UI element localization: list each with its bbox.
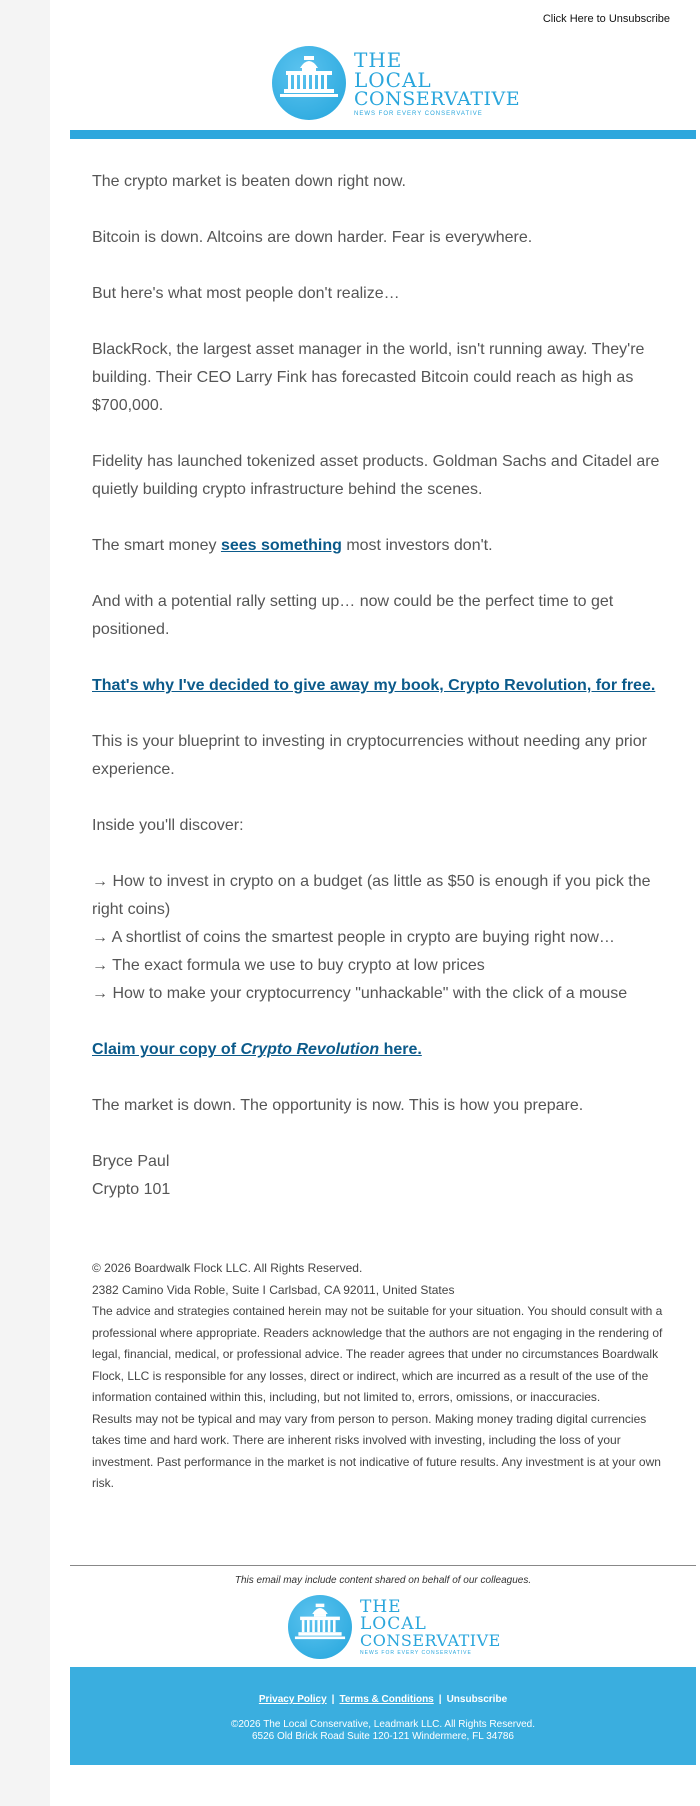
legal-disclaimer: The advice and strategies contained herein may not be suitable for your situation. You should consult with a professional where appropriate. Readers acknowledge that the authors are not engaging in the rendering of legal, financial, medical, or professional advice. The reader agrees that under no circumstances Boardwalk Flock, LLC is responsible for any losses, direct or indirect, which are incurred as a result of the use of the information contained within this, including, but not limited to, errors, omissions, or inaccuracies. bbox=[92, 1304, 663, 1404]
paragraph: But here's what most people don't realize… bbox=[92, 285, 400, 302]
logo-line-2: LOCAL bbox=[354, 67, 432, 92]
paragraph bbox=[92, 672, 674, 700]
list-item: → How to invest in crypto on a budget (as little as $50 is enough if you pick the right coins) bbox=[92, 873, 651, 918]
footer-bar bbox=[70, 1667, 696, 1765]
logo-wordmark bbox=[354, 47, 521, 117]
footer-divider bbox=[70, 1565, 696, 1566]
logo-tagline: NEWS FOR EVERY CONSERVATIVE bbox=[354, 110, 483, 117]
logo-wordmark bbox=[360, 1596, 501, 1656]
capitol-building-icon bbox=[272, 46, 346, 120]
paragraph: Fidelity has launched tokenized asset products. Goldman Sachs and Citadel are quietly building crypto infrastructure behind the scenes. bbox=[92, 453, 660, 498]
terms-link[interactable]: Terms & Conditions bbox=[339, 1694, 434, 1705]
privacy-policy-link[interactable]: Privacy Policy bbox=[258, 1694, 327, 1705]
unsubscribe-link-footer[interactable]: Unsubscribe bbox=[446, 1694, 508, 1705]
header-divider-bar bbox=[70, 130, 696, 139]
claim-copy-cta-link[interactable] bbox=[92, 1041, 422, 1058]
email-body bbox=[92, 168, 674, 1204]
capitol-building-icon bbox=[288, 1595, 352, 1659]
book-title: Crypto Revolution bbox=[240, 1041, 380, 1058]
cta-text: Claim your copy of bbox=[92, 1041, 241, 1058]
paragraph: And with a potential rally setting up… now could be the perfect time to get positioned. bbox=[92, 593, 614, 638]
logo-footer bbox=[288, 1595, 501, 1659]
logo-line-1: THE bbox=[360, 1596, 402, 1617]
paragraph bbox=[92, 532, 674, 560]
separator: | bbox=[331, 1694, 335, 1705]
footer-copyright: ©2026 The Local Conservative, Leadmark LLC. All Rights Reserved. bbox=[230, 1719, 535, 1730]
paragraph: BlackRock, the largest asset manager in the world, isn't running away. They're building. Their CEO Larry Fink has forecasted Bitcoin could reach as high as $700,000. bbox=[92, 341, 645, 414]
footer-links bbox=[70, 1694, 696, 1705]
legal-copyright: © 2026 Boardwalk Flock LLC. All Rights Reserved. bbox=[92, 1261, 363, 1275]
shared-content-note: This email may include content shared on behalf of our colleagues. bbox=[234, 1575, 532, 1586]
paragraph: Inside you'll discover: bbox=[92, 817, 244, 834]
signature-title: Crypto 101 bbox=[92, 1181, 171, 1198]
logo-line-3: CONSERVATIVE bbox=[360, 1630, 501, 1650]
bullet-list bbox=[92, 868, 674, 1008]
legal-address: 2382 Camino Vida Roble, Suite I Carlsbad, CA 92011, United States bbox=[92, 1282, 455, 1297]
email-card bbox=[50, 0, 700, 1806]
list-item: → How to make your cryptocurrency "unhackable" with the click of a mouse bbox=[92, 985, 628, 1002]
unsubscribe-link-top[interactable]: Click Here to Unsubscribe bbox=[542, 13, 670, 25]
text: The smart money bbox=[92, 537, 221, 554]
separator: | bbox=[438, 1694, 442, 1705]
logo-line-3: CONSERVATIVE bbox=[354, 87, 521, 110]
paragraph: The crypto market is beaten down right now. bbox=[92, 173, 406, 190]
legal-disclaimer: Results may not be typical and may vary from person to person. Making money trading digital currencies takes time and hard work. There are inherent risks involved with investing, including the loss of your investment. Past performance in the market is not indicative of future results. Any investment is at your own risk. bbox=[92, 1411, 661, 1490]
logo-line-1: THE bbox=[354, 47, 403, 72]
list-item: → A shortlist of coins the smartest people in crypto are buying right now… bbox=[92, 929, 615, 946]
footer-copyright-block bbox=[70, 1719, 696, 1743]
logo-tagline: NEWS FOR EVERY CONSERVATIVE bbox=[360, 1649, 472, 1656]
paragraph: Bitcoin is down. Altcoins are down harder. Fear is everywhere. bbox=[92, 229, 533, 246]
logo-line-2: LOCAL bbox=[360, 1613, 427, 1634]
free-book-cta-link[interactable]: That's why I've decided to give away my book, Crypto Revolution, for free. bbox=[92, 677, 656, 694]
paragraph: This is your blueprint to investing in cryptocurrencies without needing any prior experience. bbox=[92, 733, 647, 778]
sees-something-link[interactable]: sees something bbox=[220, 537, 342, 554]
cta-text: here. bbox=[379, 1041, 422, 1058]
list-item: → The exact formula we use to buy crypto at low prices bbox=[92, 957, 485, 974]
paragraph: The market is down. The opportunity is now. This is how you prepare. bbox=[92, 1097, 584, 1114]
logo-header bbox=[272, 46, 520, 120]
paragraph bbox=[92, 1036, 674, 1064]
text: most investors don't. bbox=[341, 537, 493, 554]
signature-name: Bryce Paul bbox=[92, 1153, 170, 1170]
legal-section bbox=[92, 1258, 674, 1495]
footer-address: 6526 Old Brick Road Suite 120-121 Windermere, FL 34786 bbox=[252, 1731, 514, 1742]
